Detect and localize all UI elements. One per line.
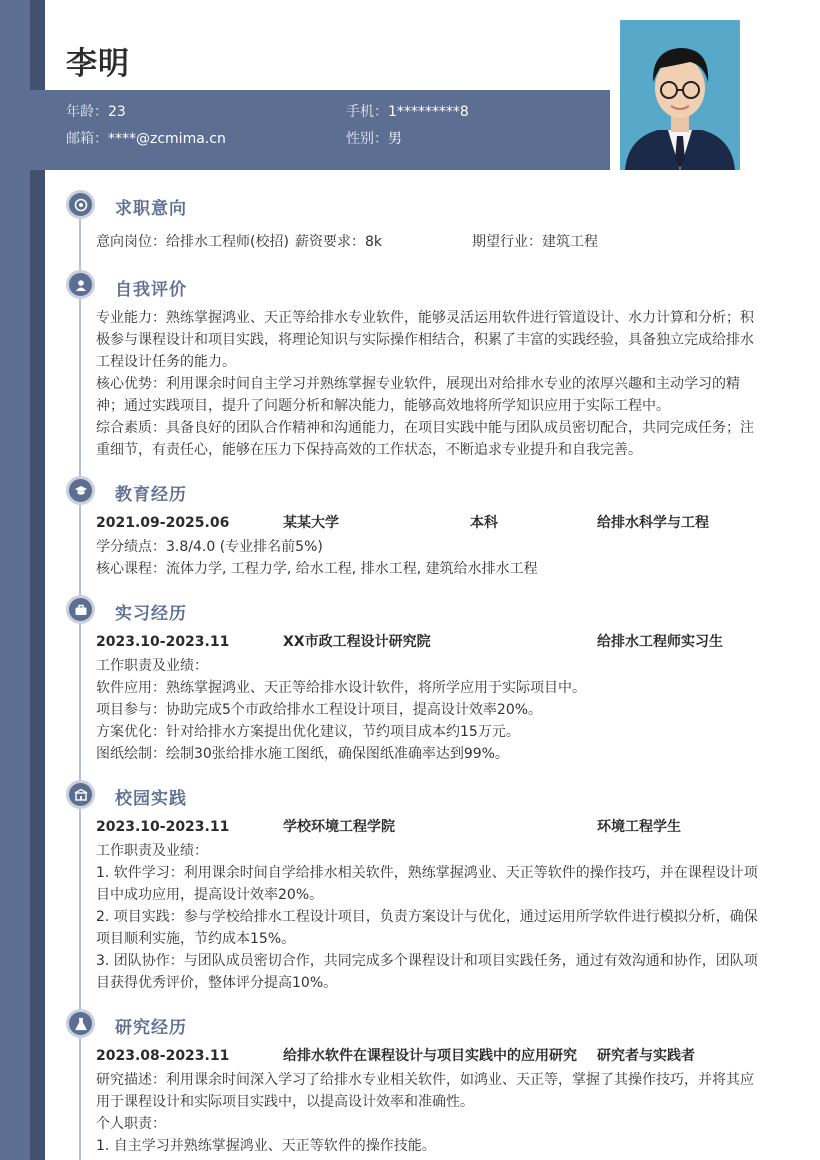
- side-accent-strip: [0, 0, 30, 1160]
- campus-period: 2023.10-2023.11: [96, 819, 230, 835]
- section-title-campus: 校园实践: [115, 789, 187, 809]
- internship-line: 方案优化：针对给排水方案提出优化建议，节约项目成本约15万元。: [96, 724, 520, 740]
- user-badge-icon: [66, 270, 95, 299]
- research-duty-label: 个人职责：: [96, 1116, 166, 1132]
- section-title-self-eval: 自我评价: [115, 280, 187, 300]
- internship-line: 项目参与：协助完成5个市政给排水工程设计项目，提高设计效率20%。: [96, 702, 543, 718]
- self-eval-paragraph: 核心优势：利用课余时间自主学习并熟练掌握专业软件，展现出对给排水专业的浓厚兴趣和主动学习的精神；通过实践项目，提升了问题分析和解决能力，能够高效地将所学知识应用于实际工程中。: [96, 376, 740, 414]
- intent-industry: 期望行业：建筑工程: [472, 234, 598, 250]
- internship-line: 图纸绘制：绘制30张给排水施工图纸，确保图纸准确率达到99%。: [96, 746, 509, 762]
- education-school: 某某大学: [283, 515, 339, 531]
- campus-item: 3. 团队协作：与团队成员密切合作，共同完成多个课程设计和项目实践任务，通过有效沟通和协作，团队项目获得优秀评价，整体评分提高10%。: [96, 953, 758, 991]
- campus-item: 1. 软件学习：利用课余时间自学给排水相关软件，熟练掌握鸿业、天正等软件的操作技巧，并在课程设计项目中成功应用，提高设计效率20%。: [96, 865, 758, 903]
- personal-info-band: [30, 90, 610, 170]
- research-role: 研究者与实践者: [597, 1048, 695, 1064]
- campus-intro: 工作职责及业绩：: [96, 843, 208, 859]
- self-eval-paragraph: 综合素质：具备良好的团队合作精神和沟通能力，在项目实践中能与团队成员密切配合，共同完成任务；注重细节，有责任心，能够在压力下保持高效的工作状态，不断追求专业提升和自我完善。: [96, 420, 754, 458]
- education-courses: 核心课程：流体力学, 工程力学, 给水工程, 排水工程, 建筑给水排水工程: [96, 561, 538, 577]
- internship-period: 2023.10-2023.11: [96, 634, 230, 650]
- internship-role: 给排水工程师实习生: [597, 634, 723, 650]
- research-duty-item: 1. 自主学习并熟练掌握鸿业、天正等软件的操作技能。: [96, 1138, 436, 1154]
- graduation-cap-icon: [66, 476, 95, 505]
- education-degree: 本科: [470, 515, 498, 531]
- internship-line: 工作职责及业绩：: [96, 658, 208, 674]
- education-gpa: 学分绩点：3.8/4.0 (专业排名前5%): [96, 539, 323, 555]
- education-period: 2021.09-2025.06: [96, 515, 230, 531]
- intent-salary: 薪资要求：8k: [295, 234, 383, 250]
- intent-position: 意向岗位：给排水工程师(校招): [96, 234, 289, 250]
- section-title-internship: 实习经历: [115, 604, 187, 624]
- research-description: 研究描述：利用课余时间深入学习了给排水专业相关软件，如鸿业、天正等，掌握了其操作技巧，并将其应用于课程设计和实际项目实践中，以提高设计效率和准确性。: [96, 1072, 754, 1110]
- self-eval-paragraph: 专业能力：熟练掌握鸿业、天正等给排水专业软件，能够灵活运用软件进行管道设计、水力计算和分析；积极参与课程设计和项目实践，将理论知识与实际操作相结合，积累了丰富的实践经验，具备独立完成给排水工程设计任务的能力。: [96, 310, 754, 370]
- campus-item: 2. 项目实践：参与学校给排水工程设计项目，负责方案设计与优化，通过运用所学软件进行模拟分析，确保项目顺利实施，节约成本15%。: [96, 909, 758, 947]
- internship-org: XX市政工程设计研究院: [283, 634, 431, 650]
- education-major: 给排水科学与工程: [597, 515, 709, 531]
- age-info: 年龄：23: [66, 104, 126, 120]
- research-period: 2023.08-2023.11: [96, 1048, 230, 1064]
- target-icon: [66, 190, 95, 219]
- flask-icon: [66, 1009, 95, 1038]
- section-title-intent: 求职意向: [115, 199, 187, 219]
- email-info: 邮箱：****@zcmima.cn: [66, 131, 226, 147]
- side-accent-strip-dark: [30, 0, 45, 1160]
- candidate-name: 李明: [66, 46, 130, 82]
- section-title-research: 研究经历: [115, 1018, 187, 1038]
- campus-building-icon: [66, 780, 95, 809]
- campus-role: 环境工程学生: [597, 819, 681, 835]
- briefcase-icon: [66, 595, 95, 624]
- phone-info: 手机：1*********8: [346, 104, 469, 120]
- profile-photo: [620, 20, 740, 170]
- research-project: 给排水软件在课程设计与项目实践中的应用研究: [283, 1048, 577, 1064]
- gender-info: 性别：男: [346, 131, 402, 147]
- campus-org: 学校环境工程学院: [283, 819, 395, 835]
- section-title-education: 教育经历: [115, 485, 187, 505]
- internship-line: 软件应用：熟练掌握鸿业、天正等给排水设计软件，将所学应用于实际项目中。: [96, 680, 586, 696]
